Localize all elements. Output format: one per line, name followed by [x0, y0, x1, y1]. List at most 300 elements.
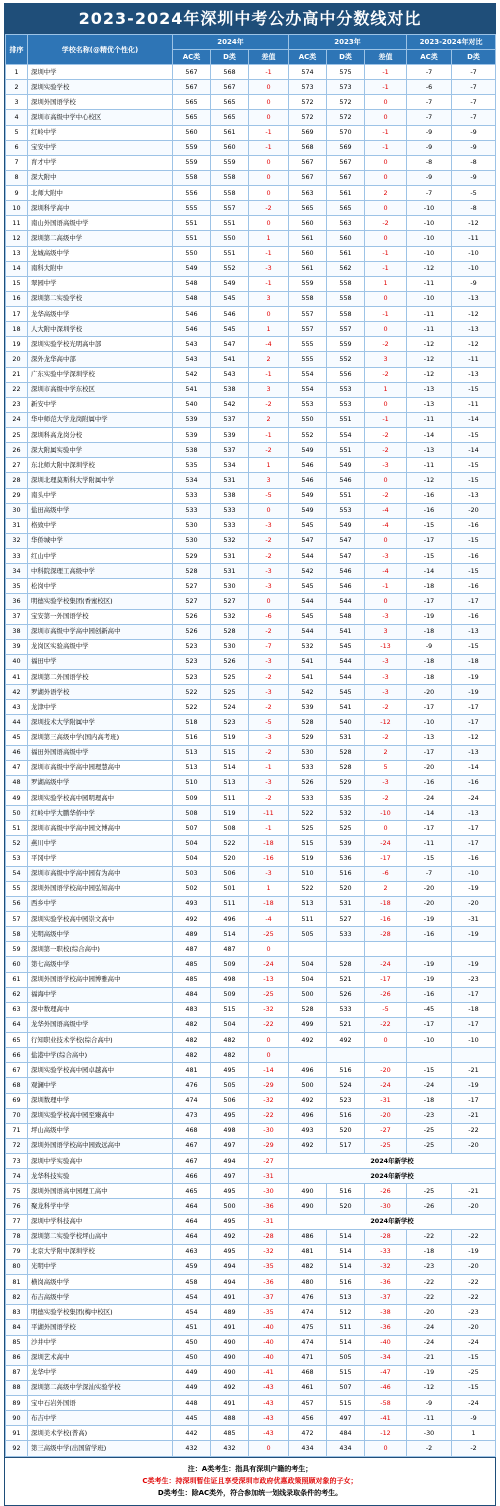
table-row	[6, 957, 496, 972]
cell-d-2024: 490	[211, 1335, 249, 1350]
cell-ac-2024: 560	[173, 125, 211, 140]
cell-ac-diff: -19	[407, 609, 452, 624]
cell-school: 北师大附中	[28, 186, 173, 201]
cell-ac-2023: 434	[289, 1441, 327, 1456]
cell-d-2024: 543	[211, 367, 249, 382]
cell-d-2024: 496	[211, 912, 249, 927]
cell-ac-2024: 534	[173, 473, 211, 488]
cell-rank: 90	[6, 1411, 28, 1426]
cell-d-2024: 511	[211, 896, 249, 911]
cell-d-diff: -17	[452, 836, 496, 851]
cell-d-2024: 498	[211, 1123, 249, 1138]
table-row	[6, 397, 496, 412]
cell-d-2023: 507	[327, 1380, 365, 1395]
cell-delta-2024: -3	[249, 685, 289, 700]
cell-d-2023: 524	[327, 1078, 365, 1093]
cell-rank: 8	[6, 170, 28, 185]
cell-d-2023: 551	[327, 488, 365, 503]
cell-ac-diff: -25	[407, 1138, 452, 1153]
header-2024: 2024年	[173, 35, 289, 50]
table-row	[6, 1396, 496, 1411]
cell-d-2023: 553	[327, 382, 365, 397]
cell-school: 红岭中学大鹏华侨中学	[28, 806, 173, 821]
cell-d-diff: -19	[452, 957, 496, 972]
cell-school: 深圳艺术高中	[28, 1350, 173, 1365]
cell-rank: 5	[6, 125, 28, 140]
cell-ac-2023: 481	[289, 1244, 327, 1259]
cell-ac-2023: 567	[289, 170, 327, 185]
cell-rank: 50	[6, 806, 28, 821]
cell-ac-2024: 485	[173, 957, 211, 972]
cell-d-2024: 504	[211, 1017, 249, 1032]
cell-rank: 64	[6, 1017, 28, 1032]
cell-ac-diff: -8	[407, 155, 452, 170]
cell-school: 深圳市高级中学东校区	[28, 382, 173, 397]
table-row	[6, 1365, 496, 1380]
cell-d-2023: 515	[327, 1396, 365, 1411]
cell-d-2024: 550	[211, 231, 249, 246]
cell-d-2024: 519	[211, 730, 249, 745]
cell-d-2023: 521	[327, 972, 365, 987]
cell-delta-2023: -3	[365, 654, 407, 669]
cell-rank: 72	[6, 1138, 28, 1153]
cell-delta-2024: -14	[249, 1063, 289, 1078]
cell-d-2024: 520	[211, 851, 249, 866]
cell-d-2023: 549	[327, 458, 365, 473]
cell-d-2023: 513	[327, 1290, 365, 1305]
cell-d-2023: 527	[327, 912, 365, 927]
cell-d-2024: 534	[211, 458, 249, 473]
cell-delta-2024: -29	[249, 1138, 289, 1153]
cell-rank: 69	[6, 1093, 28, 1108]
table-row	[6, 1017, 496, 1032]
table-row	[6, 579, 496, 594]
cell-rank: 48	[6, 775, 28, 790]
cell-school: 明德实验学校集团(梅中校区)	[28, 1305, 173, 1320]
cell-ac-2024: 551	[173, 231, 211, 246]
cell-ac-2024: 522	[173, 685, 211, 700]
cell-ac-2023: 504	[289, 972, 327, 987]
cell-rank: 39	[6, 639, 28, 654]
cell-ac-2023: 474	[289, 1335, 327, 1350]
cell-delta-2024: -32	[249, 1093, 289, 1108]
cell-rank: 37	[6, 609, 28, 624]
cell-delta-2024: 1	[249, 881, 289, 896]
cell-delta-2023: -3	[365, 549, 407, 564]
cell-d-2024: 551	[211, 246, 249, 261]
cell-ac-2023: 572	[289, 95, 327, 110]
cell-delta-2024: 0	[249, 307, 289, 322]
cell-delta-2024: -3	[249, 261, 289, 276]
cell-ac-2024: 492	[173, 912, 211, 927]
cell-d-2023: 556	[327, 367, 365, 382]
cell-delta-2024: 0	[249, 216, 289, 231]
cell-d-2024: 525	[211, 685, 249, 700]
table-row	[6, 1290, 496, 1305]
cell-ac-2023: 545	[289, 609, 327, 624]
cell-d-2024: 492	[211, 1380, 249, 1395]
cell-ac-2024: 559	[173, 155, 211, 170]
cell-ac-diff: -14	[407, 428, 452, 443]
cell-delta-2024: -3	[249, 564, 289, 579]
cell-d-2023: 551	[327, 443, 365, 458]
cell-rank: 3	[6, 95, 28, 110]
table-row	[6, 791, 496, 806]
cell-ac-2024: 523	[173, 654, 211, 669]
cell-delta-2023: 0	[365, 397, 407, 412]
cell-d-diff	[452, 1048, 496, 1063]
cell-school: 罗湖外语学校	[28, 685, 173, 700]
cell-ac-diff: -15	[407, 518, 452, 533]
cell-d-2023: 545	[327, 685, 365, 700]
cell-delta-2023: -12	[365, 715, 407, 730]
cell-rank: 30	[6, 503, 28, 518]
table-row	[6, 987, 496, 1002]
cell-delta-2023: 0	[365, 231, 407, 246]
cell-d-diff: -24	[452, 1335, 496, 1350]
cell-d-diff: -24	[452, 791, 496, 806]
cell-d-2024: 511	[211, 791, 249, 806]
cell-d-diff: -9	[452, 125, 496, 140]
table-row	[6, 170, 496, 185]
cell-ac-diff: -10	[407, 246, 452, 261]
cell-ac-2023: 496	[289, 1063, 327, 1078]
cell-delta-2024: -1	[249, 125, 289, 140]
cell-delta-2024: 0	[249, 942, 289, 957]
cell-ac-2024: 567	[173, 80, 211, 95]
cell-rank: 78	[6, 1229, 28, 1244]
cell-ac-diff: -11	[407, 307, 452, 322]
cell-ac-diff: -18	[407, 624, 452, 639]
table-row	[6, 473, 496, 488]
cell-d-2024: 533	[211, 503, 249, 518]
cell-ac-2023: 456	[289, 1411, 327, 1426]
cell-ac-2024: 483	[173, 1002, 211, 1017]
cell-delta-2023: -1	[365, 307, 407, 322]
cell-school: 光明中学	[28, 1259, 173, 1274]
table-row	[6, 1426, 496, 1441]
cell-d-2023: 514	[327, 1244, 365, 1259]
cell-d-diff: -21	[452, 1063, 496, 1078]
table-row	[6, 503, 496, 518]
cell-rank: 89	[6, 1396, 28, 1411]
cell-delta-2024: -43	[249, 1411, 289, 1426]
cell-delta-2023: -24	[365, 957, 407, 972]
cell-d-2023: 523	[327, 1093, 365, 1108]
cell-d-2023: 528	[327, 957, 365, 972]
cell-d-2024: 492	[211, 1229, 249, 1244]
cell-school: 观澜中学	[28, 1078, 173, 1093]
cell-ac-2023: 550	[289, 412, 327, 427]
cell-d-2023: 575	[327, 65, 365, 80]
cell-delta-2023: -13	[365, 639, 407, 654]
cell-delta-2023: 0	[365, 322, 407, 337]
table-row	[6, 352, 496, 367]
table-row	[6, 1305, 496, 1320]
table-row	[6, 1380, 496, 1395]
cell-d-2023: 570	[327, 125, 365, 140]
cell-ac-diff: -12	[407, 261, 452, 276]
cell-ac-2023: 504	[289, 957, 327, 972]
cell-d-diff: -14	[452, 760, 496, 775]
cell-d-diff: -13	[452, 322, 496, 337]
cell-delta-2024: -2	[249, 745, 289, 760]
cell-ac-diff: -17	[407, 821, 452, 836]
cell-delta-2024: -30	[249, 1123, 289, 1138]
cell-ac-diff: -20	[407, 881, 452, 896]
cell-ac-diff: -18	[407, 1244, 452, 1259]
cell-ac-2024: 508	[173, 806, 211, 821]
cell-d-diff: -8	[452, 201, 496, 216]
cell-ac-2023: 545	[289, 579, 327, 594]
table-row	[6, 261, 496, 276]
table-row	[6, 65, 496, 80]
cell-school: 罗湖高级中学	[28, 775, 173, 790]
cell-delta-2023: 0	[365, 594, 407, 609]
cell-ac-2024: 526	[173, 609, 211, 624]
table-row	[6, 927, 496, 942]
cell-ac-2024: 459	[173, 1259, 211, 1274]
cell-ac-2024: 458	[173, 1275, 211, 1290]
cell-rank: 12	[6, 231, 28, 246]
cell-ac-diff: -13	[407, 397, 452, 412]
cell-delta-2024: 0	[249, 1048, 289, 1063]
cell-d-diff: -19	[452, 1244, 496, 1259]
cell-ac-2024: 504	[173, 836, 211, 851]
table-row	[6, 881, 496, 896]
cell-rank: 38	[6, 624, 28, 639]
cell-ac-diff: -21	[407, 1350, 452, 1365]
table-row	[6, 307, 496, 322]
cell-ac-diff: -24	[407, 1335, 452, 1350]
cell-ac-2023: 528	[289, 1002, 327, 1017]
table-row	[6, 1108, 496, 1123]
cell-rank: 45	[6, 730, 28, 745]
cell-d-2024: 509	[211, 987, 249, 1002]
table-row	[6, 367, 496, 382]
cell-d-2024: 558	[211, 186, 249, 201]
cell-delta-2023: 0	[365, 1441, 407, 1456]
table-row	[6, 564, 496, 579]
cell-d-2023: 516	[327, 1063, 365, 1078]
cell-school: 深圳实验学校高中园卓越高中	[28, 1063, 173, 1078]
cell-delta-2024: -1	[249, 246, 289, 261]
cell-ac-diff: -9	[407, 140, 452, 155]
cell-d-diff: -12	[452, 730, 496, 745]
table-row	[6, 1199, 496, 1214]
cell-d-diff: -21	[452, 1108, 496, 1123]
cell-d-2023: 558	[327, 307, 365, 322]
cell-ac-2023: 499	[289, 1017, 327, 1032]
cell-d-2024: 528	[211, 624, 249, 639]
table-row	[6, 700, 496, 715]
cell-delta-2024: 2	[249, 352, 289, 367]
cell-delta-2024: -2	[249, 201, 289, 216]
cell-delta-2024: 0	[249, 503, 289, 518]
cell-ac-diff: -16	[407, 987, 452, 1002]
cell-rank: 66	[6, 1048, 28, 1063]
cell-ac-2023: 530	[289, 745, 327, 760]
cell-d-diff: -9	[452, 276, 496, 291]
cell-d-2024: 485	[211, 1426, 249, 1441]
cell-delta-2023: 0	[365, 291, 407, 306]
cell-delta-2024: -2	[249, 624, 289, 639]
cell-d-diff: -10	[452, 866, 496, 881]
cell-delta-2024: -1	[249, 140, 289, 155]
cell-delta-2024: -25	[249, 927, 289, 942]
cell-d-diff: -10	[452, 1033, 496, 1048]
cell-school: 深圳北理莫斯科大学附属中学	[28, 473, 173, 488]
cell-d-2023: 517	[327, 1138, 365, 1153]
cell-new-school: 2024年新学校	[289, 1154, 496, 1169]
header-2023: 2023年	[289, 35, 407, 50]
cell-school: 宝安中学	[28, 140, 173, 155]
cell-d-2024: 547	[211, 337, 249, 352]
cell-ac-diff: -22	[407, 1229, 452, 1244]
cell-d-2024: 545	[211, 291, 249, 306]
cell-ac-2024: 513	[173, 760, 211, 775]
cell-d-2024: 531	[211, 564, 249, 579]
table-row	[6, 1093, 496, 1108]
cell-ac-2023: 475	[289, 1320, 327, 1335]
cell-delta-2024: -1	[249, 821, 289, 836]
cell-d-2024: 538	[211, 382, 249, 397]
cell-d-2023: 525	[327, 821, 365, 836]
cell-ac-2024: 523	[173, 639, 211, 654]
cell-delta-2024: -22	[249, 1108, 289, 1123]
cell-rank: 83	[6, 1305, 28, 1320]
cell-ac-2023: 555	[289, 352, 327, 367]
cell-delta-2024: 0	[249, 80, 289, 95]
cell-d-2024: 495	[211, 1244, 249, 1259]
cell-delta-2023: 3	[365, 624, 407, 639]
cell-school: 深圳市高级中学高中园理慧高中	[28, 760, 173, 775]
table-row	[6, 125, 496, 140]
cell-ac-diff: -14	[407, 806, 452, 821]
cell-delta-2023: 0	[365, 95, 407, 110]
cell-ac-2024: 474	[173, 1093, 211, 1108]
cell-d-2024: 487	[211, 942, 249, 957]
cell-ac-2023: 541	[289, 654, 327, 669]
cell-ac-2023: 561	[289, 231, 327, 246]
cell-rank: 56	[6, 896, 28, 911]
cell-d-diff: -15	[452, 458, 496, 473]
cell-delta-2024: -2	[249, 443, 289, 458]
cell-ac-2024: 473	[173, 1108, 211, 1123]
cell-delta-2024: 0	[249, 186, 289, 201]
cell-rank: 73	[6, 1154, 28, 1169]
cell-school: 龙岗区实验高级中学	[28, 639, 173, 654]
cell-rank: 85	[6, 1335, 28, 1350]
cell-rank: 67	[6, 1063, 28, 1078]
cell-ac-diff: -11	[407, 276, 452, 291]
footnote-a: 注：A类考生：指具有深圳户籍的考生；	[187, 1464, 313, 1473]
cell-delta-2023: 0	[365, 110, 407, 125]
cell-d-diff: -23	[452, 1305, 496, 1320]
cell-ac-diff: -30	[407, 1426, 452, 1441]
cell-d-2024: 565	[211, 110, 249, 125]
cell-ac-2023: 546	[289, 458, 327, 473]
cell-d-2023: 533	[327, 927, 365, 942]
table-row	[6, 942, 496, 957]
cell-rank: 57	[6, 912, 28, 927]
cell-delta-2023: -4	[365, 518, 407, 533]
cell-ac-2023: 555	[289, 337, 327, 352]
cell-ac-diff: -17	[407, 700, 452, 715]
cell-rank: 60	[6, 957, 28, 972]
cell-delta-2024: -3	[249, 579, 289, 594]
cell-rank: 7	[6, 155, 28, 170]
cell-ac-diff: -26	[407, 1199, 452, 1214]
cell-delta-2023: -1	[365, 579, 407, 594]
cell-school: 深大附中	[28, 170, 173, 185]
cell-delta-2024: -30	[249, 1184, 289, 1199]
cell-d-2023: 557	[327, 322, 365, 337]
cell-d-2023: 511	[327, 1320, 365, 1335]
cell-ac-2023: 511	[289, 912, 327, 927]
cell-rank: 24	[6, 412, 28, 427]
cell-ac-diff: -12	[407, 352, 452, 367]
cell-ac-diff: -17	[407, 594, 452, 609]
cell-d-2024: 545	[211, 322, 249, 337]
cell-d-2023: 492	[327, 1033, 365, 1048]
cell-ac-2023: 558	[289, 291, 327, 306]
cell-ac-2024: 546	[173, 307, 211, 322]
cell-ac-diff: -12	[407, 337, 452, 352]
cell-rank: 63	[6, 1002, 28, 1017]
cell-ac-diff: -7	[407, 186, 452, 201]
cell-d-diff: -18	[452, 1002, 496, 1017]
cell-d-2024: 561	[211, 125, 249, 140]
cell-d-diff: -17	[452, 594, 496, 609]
cell-rank: 88	[6, 1380, 28, 1395]
cell-ac-2023	[289, 1048, 327, 1063]
cell-ac-2023: 474	[289, 1305, 327, 1320]
cell-rank: 23	[6, 397, 28, 412]
table-row	[6, 110, 496, 125]
cell-delta-2023: -1	[365, 412, 407, 427]
cell-delta-2023: 0	[365, 821, 407, 836]
cell-ac-2024: 502	[173, 881, 211, 896]
cell-d-2024: 552	[211, 261, 249, 276]
cell-delta-2024: -1	[249, 367, 289, 382]
cell-d-2024: 495	[211, 1108, 249, 1123]
cell-ac-diff: -12	[407, 367, 452, 382]
cell-d-2024: 514	[211, 927, 249, 942]
cell-delta-2024: -2	[249, 700, 289, 715]
cell-delta-2023: 0	[365, 1033, 407, 1048]
table-row	[6, 1138, 496, 1153]
cell-d-2023: 539	[327, 836, 365, 851]
cell-delta-2024: -3	[249, 866, 289, 881]
cell-ac-diff: -20	[407, 685, 452, 700]
cell-d-2024: 482	[211, 1033, 249, 1048]
cell-school: 深圳外国语学校高中园弘知高中	[28, 881, 173, 896]
cell-d-2023: 541	[327, 700, 365, 715]
cell-delta-2024: -4	[249, 912, 289, 927]
cell-d-diff: -22	[452, 1229, 496, 1244]
cell-school: 育才中学	[28, 155, 173, 170]
footnote-c: C类考生：持深圳暂住证且享受深圳市政府优惠政策照顾对象的子女；	[142, 1476, 358, 1485]
table-row	[6, 670, 496, 685]
cell-delta-2023: -28	[365, 1229, 407, 1244]
cell-school: 翠园中学	[28, 276, 173, 291]
cell-d-diff: -9	[452, 140, 496, 155]
cell-ac-diff	[407, 1048, 452, 1063]
cell-ac-2023: 541	[289, 670, 327, 685]
header-2024-d: D类	[211, 50, 249, 65]
cell-delta-2024: -6	[249, 609, 289, 624]
